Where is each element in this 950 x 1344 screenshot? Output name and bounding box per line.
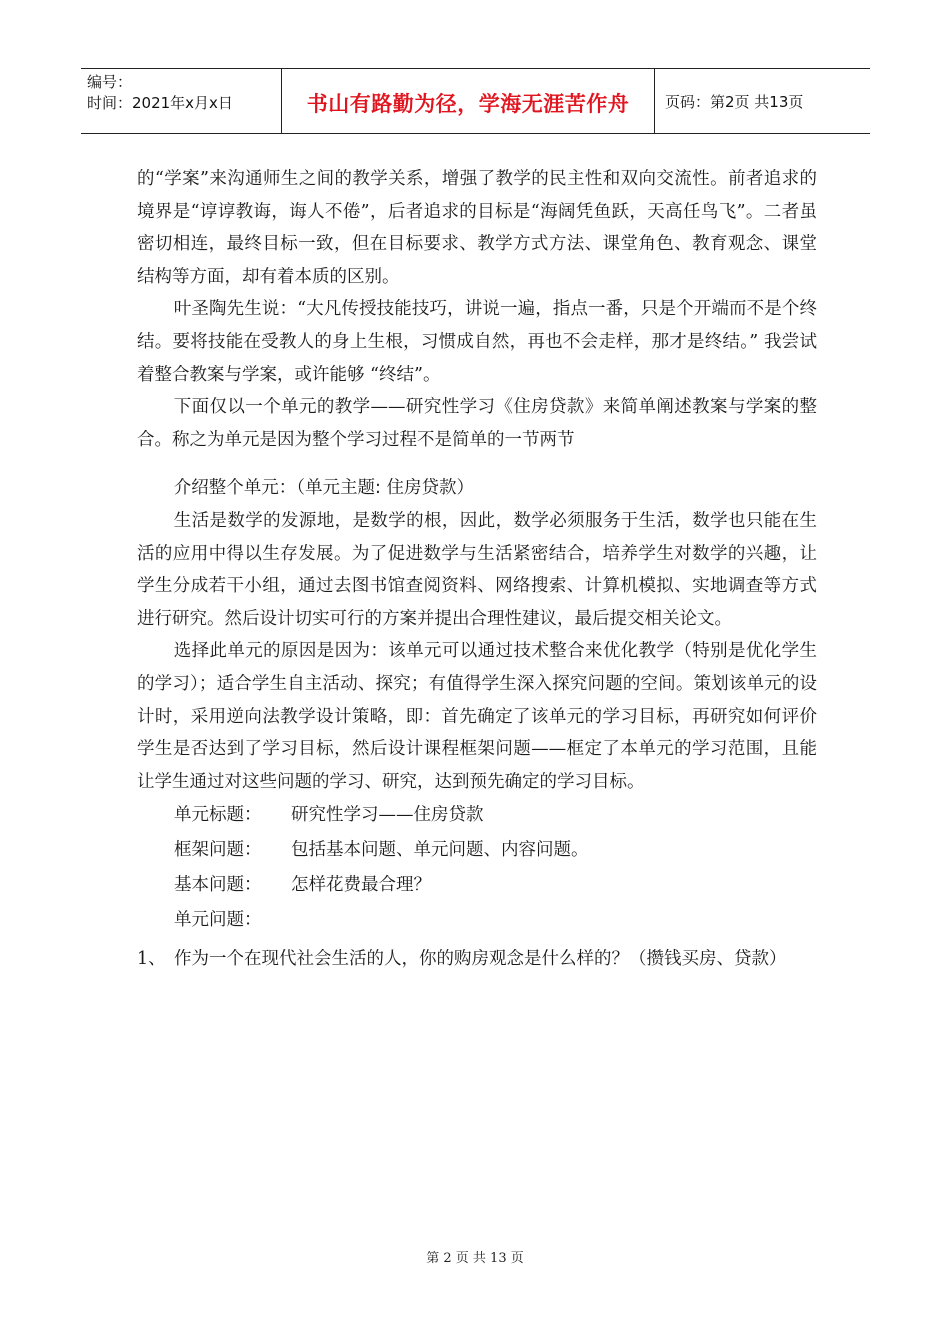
list-item-number: 1、: [137, 949, 166, 970]
list-item-text: 作为一个在现代社会生活的人，你的购房观念是什么样的？（攒钱买房、贷款）: [174, 949, 787, 970]
unit-intro-label: 介绍整个单元：: [173, 478, 297, 499]
row-label: 单元问题：: [174, 910, 262, 931]
page-info: 页码：第2页 共13页: [665, 92, 804, 111]
paragraph-3: 下面仅以一个单元的教学——研究性学习《住房贷款》来简单阐述教案与学案的整合。称之为单元是因为整个学习过程不是简单的一节两节: [137, 397, 817, 450]
list-item-1: [137, 942, 817, 977]
paragraph-6: 选择此单元的原因是因为：该单元可以通过技术整合来优化教学（特别是优化学生的学习）；适合学生自主活动、探究；有值得学生深入探究问题的空间。策划该单元的设计时，采用逆向法教学设计策略，即：首先确定了该单元的学习目标，再研究如何评价学生是否达到了学习目标，然后设计课程框架问题——框定了本单元的学习范围，且能让学生通过对这些问题的学习、研究，达到预先确定的学习目标。: [137, 641, 817, 792]
header-table: [81, 68, 870, 134]
row-label: 框架问题：: [174, 840, 262, 861]
row-value: [291, 903, 817, 938]
paragraph-1: 的“学案”来沟通师生之间的教学关系，增强了教学的民主性和双向交流性。前者追求的境界是“谆谆教诲，诲人不倦”，后者追求的目标是“海阔凭鱼跃，天高任鸟飞”。二者虽密切相连，最终目标一致，但在目标要求、教学方式方法、课堂角色、教育观念、课堂结构等方面，却有着本质的区别。: [137, 169, 817, 287]
row-unit-question: [137, 903, 817, 938]
page-footer: 第 2 页 共 13 页: [426, 1251, 524, 1266]
number-label: 编号：: [87, 73, 133, 91]
row-unit-title: [137, 798, 817, 833]
header-page-cell: [655, 69, 870, 133]
row-value: 怎样花费最合理？: [291, 875, 431, 896]
paragraph-2: 叶圣陶先生说：“大凡传授技能技巧，讲说一遍，指点一番，只是个开端而不是个终结。要将技能在受教人的身上生根，习惯成自然，再也不会走样，那才是终结。” 我尝试着整合教案与学案，或许能够 “终结”。: [137, 299, 817, 385]
row-label: 单元标题：: [174, 805, 262, 826]
row-value: 研究性学习——住房贷款: [291, 805, 484, 826]
row-framework-questions: [137, 833, 817, 868]
document-body: [137, 163, 817, 977]
date-label: 时间：2021年x月x日: [87, 94, 233, 112]
header-motto-cell: [282, 69, 655, 133]
paragraph-unit-intro: [137, 472, 817, 505]
row-basic-question: [137, 868, 817, 903]
unit-theme: （单元主题: 住房贷款）: [296, 478, 474, 499]
row-value: 包括基本问题、单元问题、内容问题。: [291, 840, 589, 861]
row-label: 基本问题：: [174, 875, 262, 896]
header-meta-cell: [81, 69, 282, 133]
paragraph-5: 生活是数学的发源地，是数学的根，因此，数学必须服务于生活，数学也只能在生活的应用中得以生存发展。为了促进数学与生活紧密结合，培养学生对数学的兴趣，让学生分成若干小组，通过去图书馆查阅资料、网络搜索、计算机模拟、实地调查等方式进行研究。然后设计切实可行的方案并提出合理性建议，最后提交相关论文。: [137, 510, 817, 629]
motto-text: 书山有路勤为径，学海无涯苦作舟: [306, 92, 630, 116]
